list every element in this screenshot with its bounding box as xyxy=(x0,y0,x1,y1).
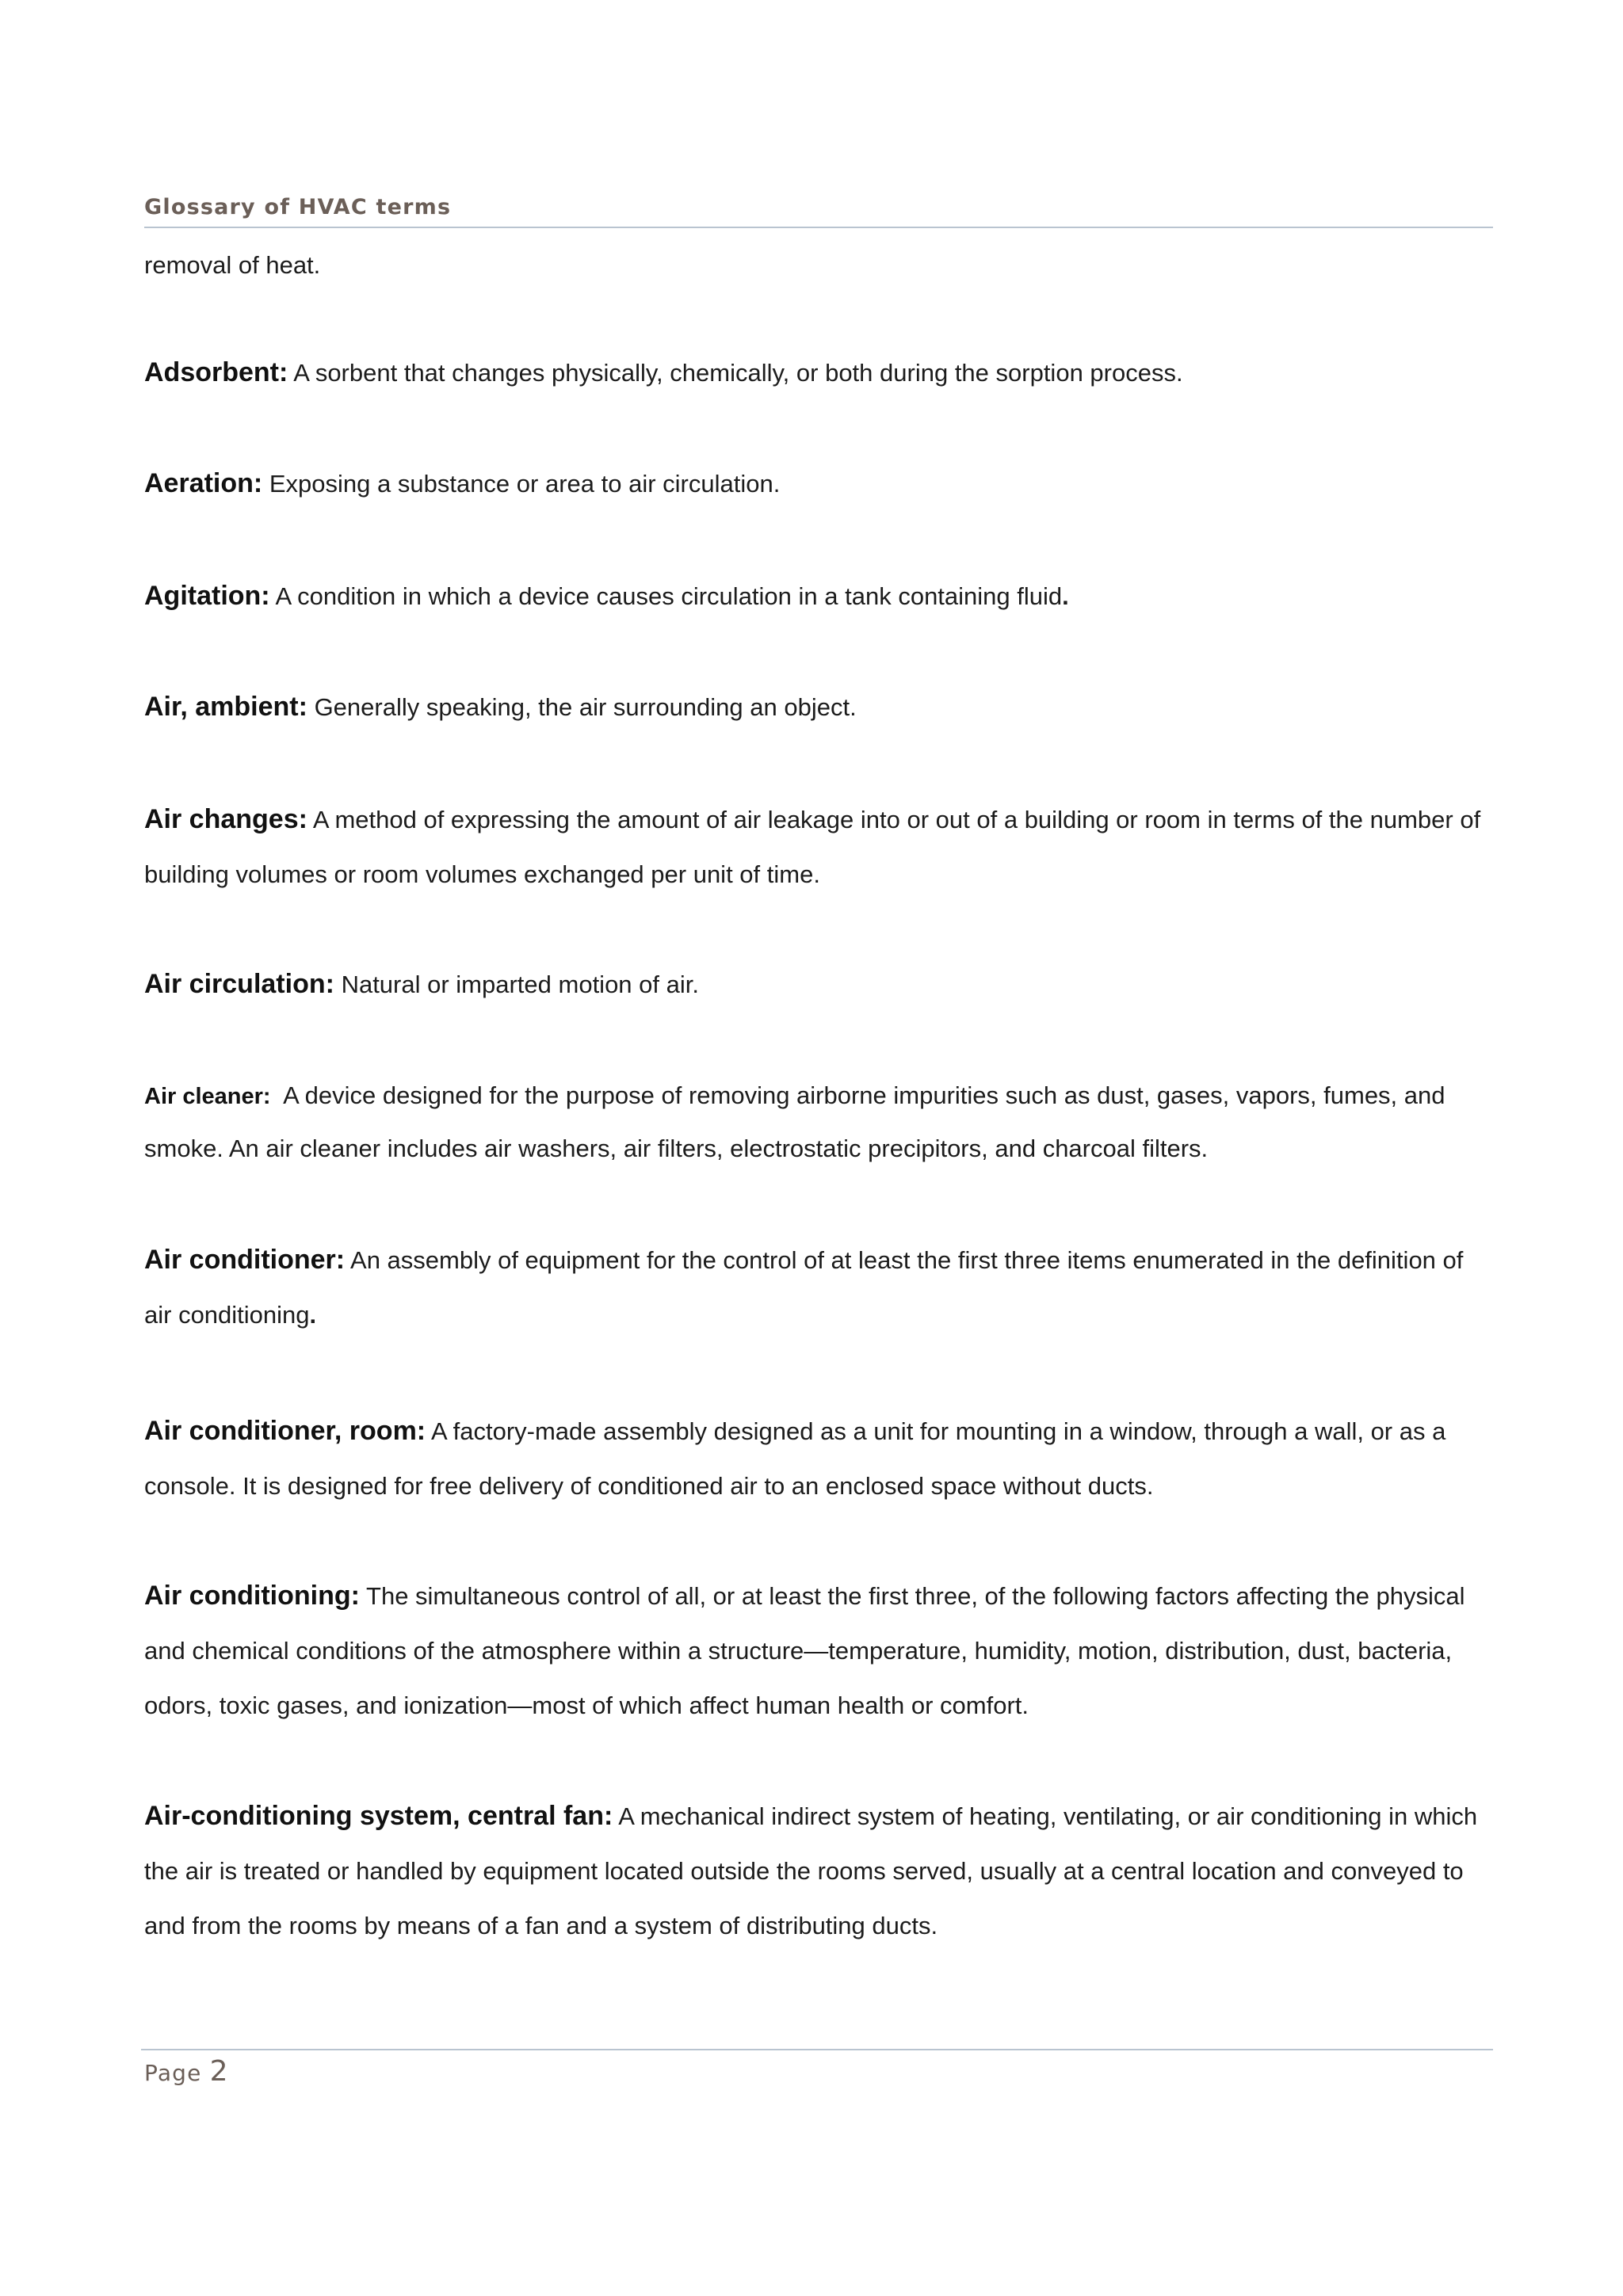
glossary-definition: A mechanical indirect system of heating, ventilating, or air conditioning in which the air is treated or handled by equipment located outside the rooms served, usually at a central location and conveyed to and from the rooms by means of a fan and a system of distributing ducts. xyxy=(144,1802,1478,1939)
glossary-definition: A method of expressing the amount of air leakage into or out of a building or room in terms of the number of building volumes or room volumes exchanged per unit of time. xyxy=(144,806,1481,888)
glossary-entry-air-conditioner-room xyxy=(144,1404,1493,1513)
running-header-title: Glossary of HVAC terms xyxy=(144,195,452,219)
glossary-term: Adsorbent: xyxy=(144,357,288,387)
glossary-definition-period: . xyxy=(1062,582,1069,610)
footer-divider xyxy=(141,2049,1493,2050)
glossary-entry-air-conditioner xyxy=(144,1233,1493,1342)
glossary-definition: Generally speaking, the air surrounding an object. xyxy=(314,693,857,721)
glossary-entry-air-circulation xyxy=(144,957,1493,1012)
header-divider xyxy=(144,227,1493,228)
glossary-term: Agitation: xyxy=(144,581,270,611)
continuation-text: removal of heat. xyxy=(144,251,321,279)
glossary-definition: Exposing a substance or area to air circulation. xyxy=(269,470,781,498)
glossary-entry-air-cleaner xyxy=(144,1070,1493,1175)
glossary-term: Air-conditioning system, central fan: xyxy=(144,1801,613,1831)
glossary-definition: A factory-made assembly designed as a unit for mounting in a window, through a wall, or as a console. It is designed for free delivery of conditioned air to an enclosed space without ducts. xyxy=(144,1417,1446,1500)
glossary-definition: Natural or imparted motion of air. xyxy=(341,971,699,998)
glossary-definition-period: . xyxy=(309,1301,317,1329)
glossary-definition: A condition in which a device causes circulation in a tank containing fluid xyxy=(275,582,1063,610)
glossary-term: Aeration: xyxy=(144,468,263,498)
glossary-definition: A sorbent that changes physically, chemically, or both during the sorption process. xyxy=(293,359,1183,387)
glossary-term: Air cleaner: xyxy=(144,1084,271,1109)
glossary-term: Air conditioner, room: xyxy=(144,1416,426,1446)
glossary-entry-air-conditioning-system-central-fan xyxy=(144,1789,1493,1953)
glossary-entry-agitation xyxy=(144,569,1493,624)
glossary-term: Air, ambient: xyxy=(144,692,307,722)
glossary-entry-air-conditioning xyxy=(144,1569,1493,1733)
glossary-definition: A device designed for the purpose of removing airborne impurities such as dust, gases, vapors, fumes, and smoke. An air cleaner includes air washers, air filters, electrostatic precipitors, and charcoal filters. xyxy=(144,1081,1445,1162)
glossary-entry-adsorbent xyxy=(144,345,1493,400)
glossary-definition: The simultaneous control of all, or at least the first three, of the following factors affecting the physical and chemical conditions of the atmosphere within a structure—temperature, humidity, motion, distribution, dust, bacteria, odors, toxic gases, and ionization—most of which affect human health or comfort. xyxy=(144,1582,1465,1719)
page-number: 2 xyxy=(209,2055,228,2088)
glossary-term: Air changes: xyxy=(144,804,307,834)
glossary-term: Air circulation: xyxy=(144,969,334,999)
glossary-definition: An assembly of equipment for the control of at least the first three items enumerated in the definition of air conditioning xyxy=(144,1246,1464,1329)
glossary-term: Air conditioner: xyxy=(144,1245,346,1275)
glossary-entry-air-changes xyxy=(144,792,1493,902)
page-label: Page xyxy=(144,2060,202,2086)
glossary-entry-air-ambient xyxy=(144,680,1493,734)
page-footer xyxy=(144,2055,228,2088)
glossary-entry-aeration xyxy=(144,456,1493,511)
glossary-term: Air conditioning: xyxy=(144,1581,360,1611)
